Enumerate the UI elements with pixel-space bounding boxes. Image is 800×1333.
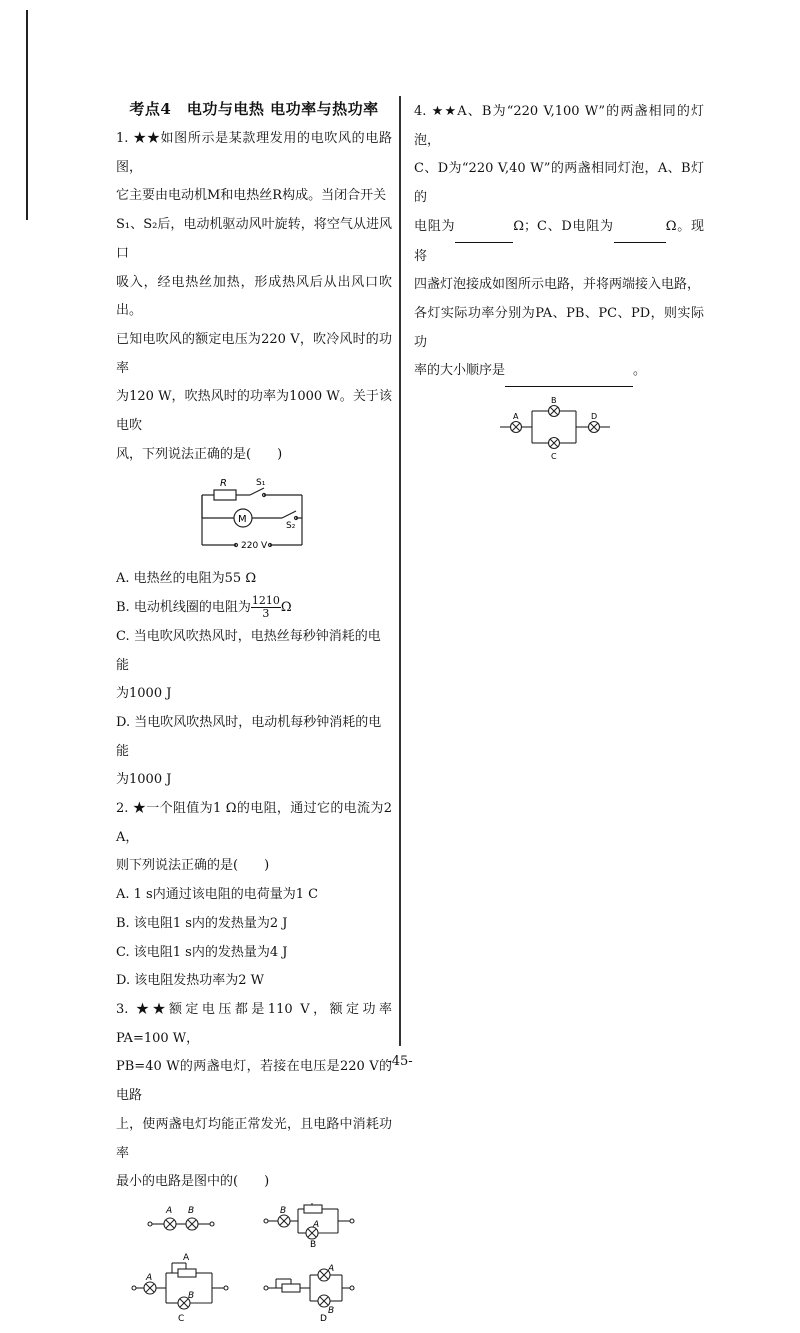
column-divider — [399, 96, 401, 1046]
q1-stem-line: 1. ★★如图所示是某款理发用的电吹风的电路图， — [116, 131, 392, 175]
circuit-b-lamp-a-label: A — [313, 1219, 320, 1230]
circuit-caption-d: D — [320, 1313, 327, 1324]
q1-option-a: A. 电热丝的电阻为55 Ω — [116, 571, 257, 587]
q3-stem-line: 最小的电路是图中的( ) — [116, 1174, 270, 1190]
lamp-b-label: B — [551, 396, 557, 406]
q1-stem-line: 已知电吹风的额定电压为220 V，吹冷风时的功率 — [116, 331, 392, 376]
circuit-c-lamp-a-label: A — [146, 1272, 153, 1283]
q4-text: Ω。现将 — [414, 218, 704, 264]
margin-line — [26, 10, 28, 220]
fraction-numerator: 1210 — [251, 594, 280, 608]
q4-line-with-blanks — [414, 213, 704, 271]
q1-option-d-line: D. 当电吹风吹热风时，电动机每秒钟消耗的电能 — [116, 714, 382, 759]
circuit-caption-c: C — [178, 1313, 185, 1324]
q4-line-with-blank — [414, 357, 704, 387]
q2-stem-line: 2. ★一个阻值为1 Ω的电阻，通过它的电流为2 A， — [116, 801, 392, 845]
fig1-label-s1: S₁ — [256, 478, 266, 489]
question-2 — [116, 795, 392, 996]
hair-dryer-circuit-diagram — [116, 473, 392, 563]
lamp-d-label: D — [591, 412, 598, 422]
q4-text: Ω；C、D电阻为 — [513, 218, 614, 234]
q3-stem-line: 上，使两盏电灯均能正常发光，且电路中消耗功率 — [116, 1116, 392, 1161]
q2-option-d: D. 该电阻发热功率为2 W — [116, 973, 264, 989]
circuit-a-lamp-a-label: A — [166, 1205, 173, 1216]
section-title: 考点4 电功与电热 电功率与热功率 — [129, 100, 379, 118]
q1-option-d-line: 为1000 J — [116, 772, 172, 788]
fig1-label-voltage: 220 V — [241, 541, 268, 552]
q4-line: 4. ★★A、B为“220 V,100 W”的两盏相同的灯泡， — [414, 104, 704, 148]
q4-line: 各灯实际功率分别为PA、PB、PC、PD，则实际功 — [414, 305, 704, 350]
four-lamp-circuit-diagram — [414, 395, 704, 465]
q3-stem-line: PB=40 W的两盏电灯，若接在电压是220 V的电路 — [116, 1059, 392, 1104]
left-column — [116, 98, 392, 1333]
q1-stem-line: 风，下列说法正确的是( ) — [116, 446, 283, 462]
q1-option-b — [116, 594, 392, 623]
q4-line: C、D为“220 V,40 W”的两盏相同灯泡，A、B灯的 — [414, 161, 704, 206]
lamp-a-label: A — [513, 412, 519, 422]
q1-stem-line: 它主要由电动机M和电热丝R构成。当闭合开关 — [116, 188, 387, 204]
answer-blank-cd-resistance[interactable] — [614, 213, 666, 243]
fraction-denominator: 3 — [262, 607, 270, 621]
q4-text: 。 — [633, 363, 647, 379]
q2-stem-line: 则下列说法正确的是( ) — [116, 858, 270, 874]
q4-line: 四盏灯泡接成如图所示电路，并将两端接入电路， — [414, 277, 701, 293]
q4-text: 电阻为 — [414, 218, 456, 234]
fig1-label-r: R — [220, 478, 227, 490]
answer-blank-power-order[interactable] — [505, 357, 633, 387]
circuit-c-lamp-b-label: B — [188, 1290, 195, 1301]
q1-option-b-fraction — [251, 595, 281, 620]
circuit-d-lamp-a-label: A — [328, 1263, 335, 1274]
lamp-c-label: C — [551, 452, 557, 462]
q1-option-c-line: C. 当电吹风吹热风时，电热丝每秒钟消耗的电能 — [116, 628, 381, 673]
q2-option-c: C. 该电阻1 s内的发热量为4 J — [116, 944, 288, 960]
q1-option-c-line: 为1000 J — [116, 686, 172, 702]
page-number: -45- — [387, 1054, 413, 1069]
question-1 — [116, 125, 392, 795]
right-column — [414, 98, 704, 465]
circuit-caption-b: B — [310, 1239, 317, 1250]
q2-option-a: A. 1 s内通过该电阻的电荷量为1 C — [116, 887, 319, 903]
q4-text: 率的大小顺序是 — [414, 363, 506, 379]
question-4 — [414, 98, 704, 465]
q1-stem-line: 为120 W，吹热风时的功率为1000 W。关于该电吹 — [116, 389, 392, 434]
q3-stem-line: 3. ★★额定电压都是110 V，额定功率PA=100 W， — [116, 1001, 392, 1046]
q1-stem-line: 吸入，经电热丝加热，形成热风后从出风口吹出。 — [116, 274, 392, 319]
question-3 — [116, 996, 392, 1333]
circuit-a-lamp-b-label: B — [188, 1205, 195, 1216]
q1-option-b-text: B. 电动机线圈的电阻为 — [116, 600, 251, 616]
q2-option-b: B. 该电阻1 s内的发热量为2 J — [116, 915, 288, 931]
circuit-b-lamp-b-label: B — [280, 1205, 287, 1216]
fig1-label-m: M — [238, 514, 247, 526]
circuit-d-lamp-b-label: B — [328, 1305, 335, 1316]
circuit-caption-a: A — [183, 1252, 190, 1263]
lamp-circuit-options-diagram — [116, 1203, 392, 1333]
q1-option-b-unit: Ω — [280, 600, 292, 616]
answer-blank-ab-resistance[interactable] — [455, 213, 513, 243]
q1-stem-line: S₁、S₂后，电动机驱动风叶旋转，将空气从进风口 — [116, 217, 392, 261]
fig1-label-s2: S₂ — [286, 521, 296, 532]
